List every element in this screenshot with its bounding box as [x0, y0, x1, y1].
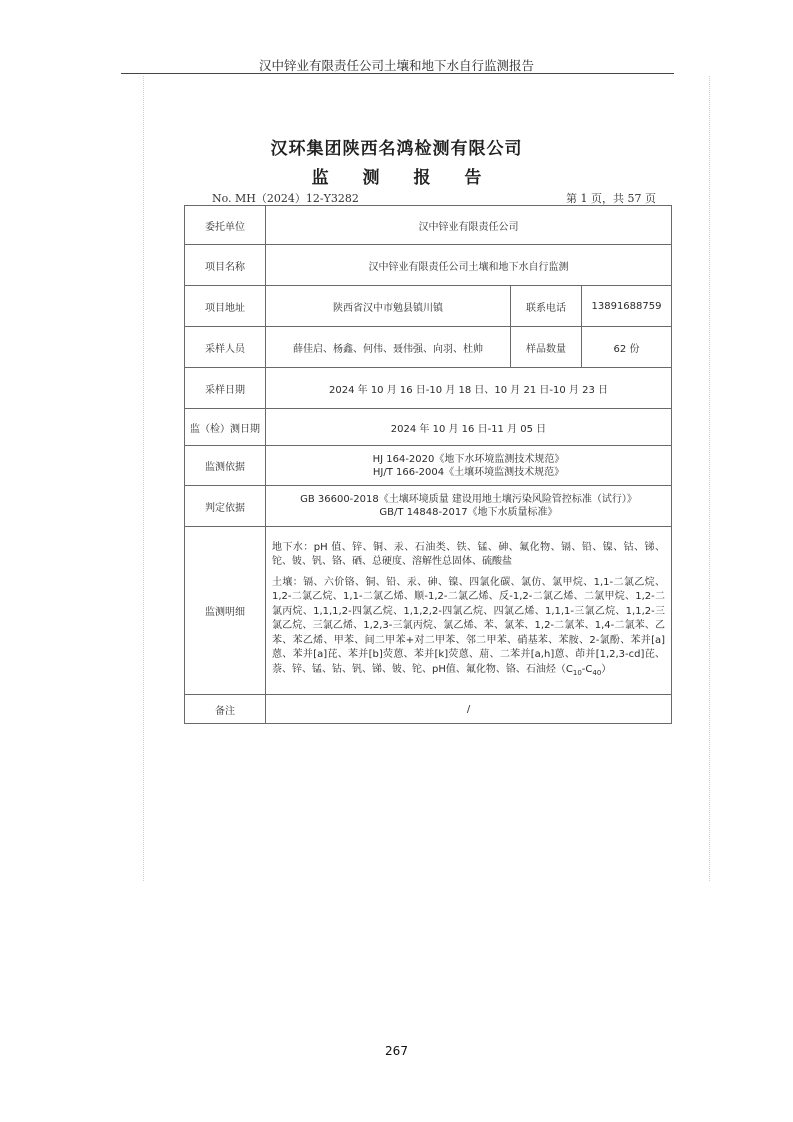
sample-count-label: 样品数量 [511, 327, 582, 368]
address-value: 陕西省汉中市勉县镇川镇 [266, 286, 511, 327]
judgement-label: 判定依据 [185, 486, 266, 527]
basis-label: 监测依据 [185, 446, 266, 486]
table-row [185, 527, 672, 695]
sample-count-value: 62 份 [582, 327, 672, 368]
basis-values [266, 446, 672, 486]
judgement-standard-1: GB 36600-2018《土壤环境质量 建设用地土壤污染风险管控标准（试行）》 [300, 494, 637, 505]
sampling-date-value: 2024 年 10 月 16 日-10 月 18 日、10 月 21 日-10 月 23 日 [266, 368, 672, 409]
sampling-date-label: 采样日期 [185, 368, 266, 409]
report-title: 监 测 报 告 [311, 168, 496, 188]
address-label: 项目地址 [185, 286, 266, 327]
company-name: 汉环集团陕西名鸿检测有限公司 [270, 139, 523, 159]
table-row [185, 327, 672, 368]
judgement-values [266, 486, 672, 527]
details-soil-mid: -C [581, 663, 593, 675]
details-soil [270, 573, 667, 684]
table-row [185, 409, 672, 446]
details-values [266, 527, 672, 695]
table-row [185, 486, 672, 527]
judgement-standard-2: GB/T 14848-2017《地下水质量标准》 [379, 507, 558, 518]
client-label: 委托单位 [185, 206, 266, 245]
test-date-value: 2024 年 10 月 16 日-11 月 05 日 [266, 409, 672, 446]
remarks-value: / [266, 695, 672, 724]
project-label: 项目名称 [185, 245, 266, 286]
sampler-label: 采样人员 [185, 327, 266, 368]
table-row [185, 368, 672, 409]
page-number: 267 [385, 1044, 408, 1058]
phone-value: 13891688759 [582, 286, 672, 327]
table-row [185, 695, 672, 724]
page-info: 第 1 页，共 57 页 [566, 192, 656, 205]
report-info-table [184, 205, 672, 724]
details-groundwater: 地下水：pH 值、锌、铜、汞、石油类、铁、锰、砷、氟化物、镉、铅、镍、钴、锑、铊、铍、钒、铬、硒、总硬度、溶解性总固体、硫酸盐 [272, 541, 665, 568]
details-soil-end: ） [601, 663, 612, 675]
table-row [185, 206, 672, 245]
phone-label: 联系电话 [511, 286, 582, 327]
details-label: 监测明细 [185, 527, 266, 695]
remarks-label: 备注 [185, 695, 266, 724]
details-soil-subscript-2: 40 [592, 668, 602, 677]
basis-standard-1: HJ 164-2020《地下水环境监测技术规范》 [372, 453, 565, 465]
table-row [185, 245, 672, 286]
details-soil-subscript-1: 10 [572, 668, 582, 677]
table-row [185, 286, 672, 327]
header-divider [121, 73, 674, 74]
client-value: 汉中锌业有限责任公司 [266, 206, 672, 245]
table-row [185, 446, 672, 486]
test-date-label: 监（检）测日期 [185, 409, 266, 446]
report-number: No. MH（2024）12-Y3282 [212, 192, 359, 205]
basis-standard-2: HJ/T 166-2004《土壤环境监测技术规范》 [372, 466, 565, 478]
sampler-value: 薛佳启、杨鑫、何伟、聂伟强、向羽、杜帅 [266, 327, 511, 368]
running-header: 汉中锌业有限责任公司土壤和地下水自行监测报告 [258, 58, 534, 73]
project-value: 汉中锌业有限责任公司土壤和地下水自行监测 [266, 245, 672, 286]
details-soil-text: 土壤：镉、六价铬、铜、铅、汞、砷、镍、四氯化碳、氯仿、氯甲烷、1,1-二氯乙烷、1,2-二氯乙烷、1,1-二氯乙烯、顺-1,2-二氯乙烯、反-1,2-二氯乙烯、二氯甲烷、1,2-二氯丙烷、1,1,1,2-四氯乙烷、1,1,2,2-四氯乙烷、四氯乙烯、1,1,1-三氯乙烷、1,1,2-三氯乙烷、三氯乙烯、1,2,3-三氯丙烷、氯乙烯、苯、氯苯、1,2-二氯苯、1,4-二氯苯、乙苯、苯乙烯、甲苯、间二甲苯+对二甲苯、邻二甲苯、硝基苯、苯胺、2-氯酚、苯并[a]蒽、苯并[a]芘、苯并[b]荧蒽、苯并[k]荧蒽、䓛、二苯并[a,h]蒽、茚并[1,2,3-cd]芘、萘、锌、锰、钴、钒、锑、铍、铊、pH值、氟化物、铬、石油烃（C [272, 576, 665, 675]
